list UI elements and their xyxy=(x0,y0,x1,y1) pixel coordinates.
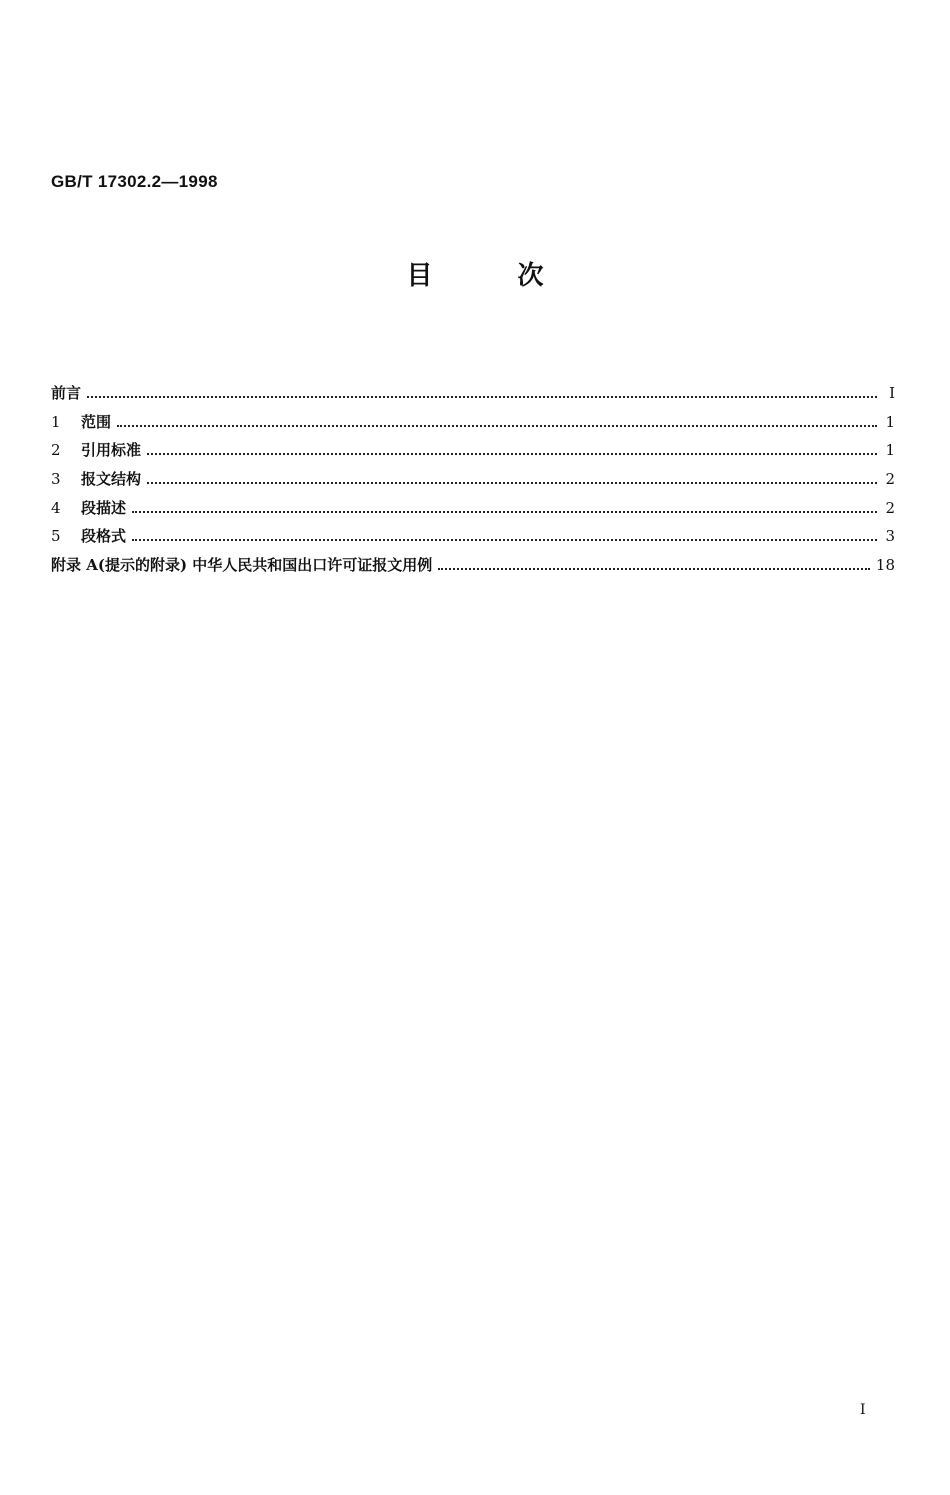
toc-entry-segment-description[interactable] xyxy=(51,497,895,526)
table-of-contents xyxy=(51,382,895,583)
toc-entry-page: 1 xyxy=(885,441,895,460)
toc-leader-dots xyxy=(438,562,870,570)
page-title: 目次 xyxy=(406,261,629,291)
toc-entry-page: 18 xyxy=(875,556,895,575)
toc-leader-dots xyxy=(147,447,877,455)
toc-entry-page: Ⅰ xyxy=(889,384,895,402)
toc-entry-page: 3 xyxy=(885,527,895,546)
toc-entry-segment-format[interactable] xyxy=(51,525,895,554)
toc-leader-dots xyxy=(117,419,877,427)
page-number: I xyxy=(860,1402,866,1418)
toc-entry-label: 段描述 xyxy=(81,498,127,517)
toc-leader-dots xyxy=(132,505,877,513)
toc-entry-page: 2 xyxy=(885,470,895,489)
toc-leader-dots xyxy=(87,390,877,398)
toc-entry-foreword[interactable] xyxy=(51,382,895,411)
toc-entry-message-structure[interactable] xyxy=(51,468,895,497)
toc-entry-label: 报文结构 xyxy=(81,470,142,489)
toc-entry-number: 3 xyxy=(51,470,61,489)
toc-entry-appendix-a[interactable] xyxy=(51,554,895,583)
toc-entry-number: 4 xyxy=(51,498,61,517)
toc-entry-scope[interactable] xyxy=(51,411,895,440)
toc-entry-number: 5 xyxy=(51,527,61,546)
toc-entry-number: 1 xyxy=(51,412,61,431)
toc-entry-number: 2 xyxy=(51,441,61,460)
toc-entry-label: 范围 xyxy=(81,412,112,431)
toc-entry-label: 段格式 xyxy=(81,527,127,546)
toc-entry-normative-references[interactable] xyxy=(51,439,895,468)
document-code: GB/T 17302.2—1998 xyxy=(51,172,218,191)
toc-entry-label: 附录 A(提示的附录) 中华人民共和国出口许可证报文用例 xyxy=(51,556,433,575)
toc-entry-page: 2 xyxy=(885,498,895,517)
toc-entry-label: 前言 xyxy=(51,384,82,402)
toc-entry-label: 引用标准 xyxy=(81,441,142,460)
toc-leader-dots xyxy=(132,533,877,541)
toc-leader-dots xyxy=(147,476,877,484)
toc-entry-page: 1 xyxy=(885,412,895,431)
